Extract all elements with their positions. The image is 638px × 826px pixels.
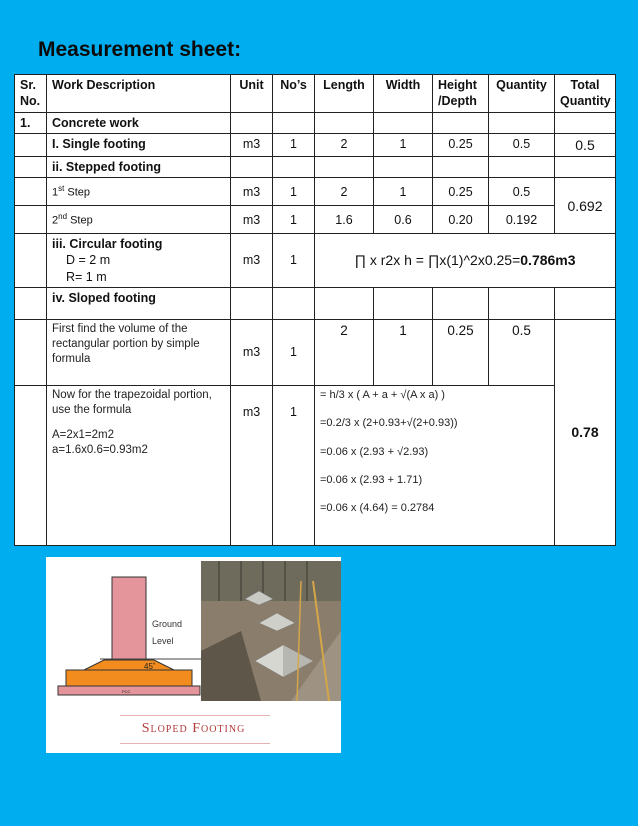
rect-qty: 0.5 bbox=[489, 319, 555, 385]
circular-result: 0.786m3 bbox=[520, 252, 576, 269]
footing-rect-shape bbox=[66, 670, 192, 686]
circular-unit: m3 bbox=[231, 234, 273, 288]
circular-desc-cell bbox=[47, 234, 231, 288]
step1-row bbox=[15, 178, 616, 206]
single-height: 0.25 bbox=[433, 133, 489, 156]
trap-nos: 1 bbox=[273, 385, 315, 545]
step1-height: 0.25 bbox=[433, 178, 489, 206]
step1-nos: 1 bbox=[273, 178, 315, 206]
step2-nos: 1 bbox=[273, 206, 315, 234]
circular-nos: 1 bbox=[273, 234, 315, 288]
sloped-footing-row bbox=[15, 287, 616, 319]
header-sr: Sr. No. bbox=[15, 75, 47, 113]
trap-desc-cell bbox=[47, 385, 231, 545]
caption-rule-bottom bbox=[120, 743, 270, 744]
header-nos: No’s bbox=[273, 75, 315, 113]
rect-height: 0.25 bbox=[433, 319, 489, 385]
sloped-footing-desc: iv. Sloped footing bbox=[47, 287, 231, 319]
sloped-footing-shape bbox=[84, 660, 174, 670]
angle-label: 45˚ bbox=[144, 662, 156, 671]
header-quantity: Quantity bbox=[489, 75, 555, 113]
section-row bbox=[15, 112, 616, 133]
column-shape bbox=[112, 577, 146, 663]
circular-formula: ∏ x r2x h = ∏x(1)^2x0.25= bbox=[354, 252, 521, 269]
circular-diameter: D = 2 m bbox=[66, 253, 111, 268]
single-width: 1 bbox=[374, 133, 433, 156]
trap-area-a: a=1.6x0.6=0.93m2 bbox=[52, 443, 148, 456]
step2-length: 1.6 bbox=[315, 206, 374, 234]
step2-label: 2nd Step bbox=[47, 206, 231, 234]
circular-formula-cell bbox=[315, 234, 616, 288]
trap-portion-row bbox=[15, 385, 616, 545]
page-title: Measurement sheet: bbox=[38, 38, 242, 61]
single-length: 2 bbox=[315, 133, 374, 156]
step2-unit: m3 bbox=[231, 206, 273, 234]
step2-qty: 0.192 bbox=[489, 206, 555, 234]
rect-length: 2 bbox=[315, 319, 374, 385]
single-qty: 0.5 bbox=[489, 133, 555, 156]
trap-formula-line: = h/3 x ( A + a + √(A x a) ) bbox=[320, 388, 445, 401]
rect-nos: 1 bbox=[273, 319, 315, 385]
stepped-total: 0.692 bbox=[555, 178, 616, 234]
section-sr: 1. bbox=[15, 112, 47, 133]
stepped-footing-row bbox=[15, 156, 616, 177]
figure-caption: Sloped Footing bbox=[141, 721, 246, 736]
single-nos: 1 bbox=[273, 133, 315, 156]
sloped-total: 0.78 bbox=[555, 319, 616, 545]
trap-formula-line: =0.06 x (2.93 + √2.93) bbox=[320, 445, 429, 458]
step1-qty: 0.5 bbox=[489, 178, 555, 206]
section-title: Concrete work bbox=[47, 112, 231, 133]
step2-height: 0.20 bbox=[433, 206, 489, 234]
pcc-label: PCC bbox=[122, 689, 131, 694]
ground-label-1: Ground bbox=[152, 619, 183, 629]
rect-portion-row bbox=[15, 319, 616, 385]
trap-formula-line: =0.06 x (4.64) = 0.2784 bbox=[320, 502, 435, 515]
rect-portion-desc: First find the volume of the rectangular portion by simple formula bbox=[47, 319, 231, 385]
ground-label-2: Level bbox=[152, 636, 174, 646]
header-row bbox=[15, 75, 616, 113]
trap-portion-desc: Now for the trapezoidal portion, use the formula bbox=[52, 388, 212, 416]
site-photo bbox=[201, 561, 341, 701]
step1-label: 1st Step bbox=[47, 178, 231, 206]
header-desc: Work Description bbox=[47, 75, 231, 113]
step1-unit: m3 bbox=[231, 178, 273, 206]
rect-width: 1 bbox=[374, 319, 433, 385]
circular-footing-desc: iii. Circular footing bbox=[52, 237, 163, 252]
single-total: 0.5 bbox=[555, 133, 616, 156]
stepped-footing-desc: ii. Stepped footing bbox=[47, 156, 231, 177]
trap-unit: m3 bbox=[231, 385, 273, 545]
single-footing-desc: I. Single footing bbox=[47, 133, 231, 156]
header-height: Height /Depth bbox=[433, 75, 489, 113]
rect-unit: m3 bbox=[231, 319, 273, 385]
header-width: Width bbox=[374, 75, 433, 113]
step1-width: 1 bbox=[374, 178, 433, 206]
circular-radius: R= 1 m bbox=[66, 269, 107, 284]
circular-footing-row bbox=[15, 234, 616, 288]
trap-formula-cell bbox=[315, 385, 555, 545]
header-unit: Unit bbox=[231, 75, 273, 113]
step2-width: 0.6 bbox=[374, 206, 433, 234]
trap-formula-line: =0.2/3 x (2+0.93+√(2+0.93)) bbox=[320, 417, 458, 430]
step1-length: 2 bbox=[315, 178, 374, 206]
single-unit: m3 bbox=[231, 133, 273, 156]
header-total: Total Quantity bbox=[555, 75, 616, 113]
step2-row bbox=[15, 206, 616, 234]
trap-formula-line: =0.06 x (2.93 + 1.71) bbox=[320, 473, 423, 486]
header-length: Length bbox=[315, 75, 374, 113]
sloped-footing-figure bbox=[46, 557, 341, 753]
sloped-footing-diagram bbox=[52, 565, 202, 710]
caption-rule-top bbox=[120, 715, 270, 716]
single-footing-row bbox=[15, 133, 616, 156]
measurement-table bbox=[14, 74, 616, 546]
trap-area-A: A=2x1=2m2 bbox=[52, 428, 115, 441]
